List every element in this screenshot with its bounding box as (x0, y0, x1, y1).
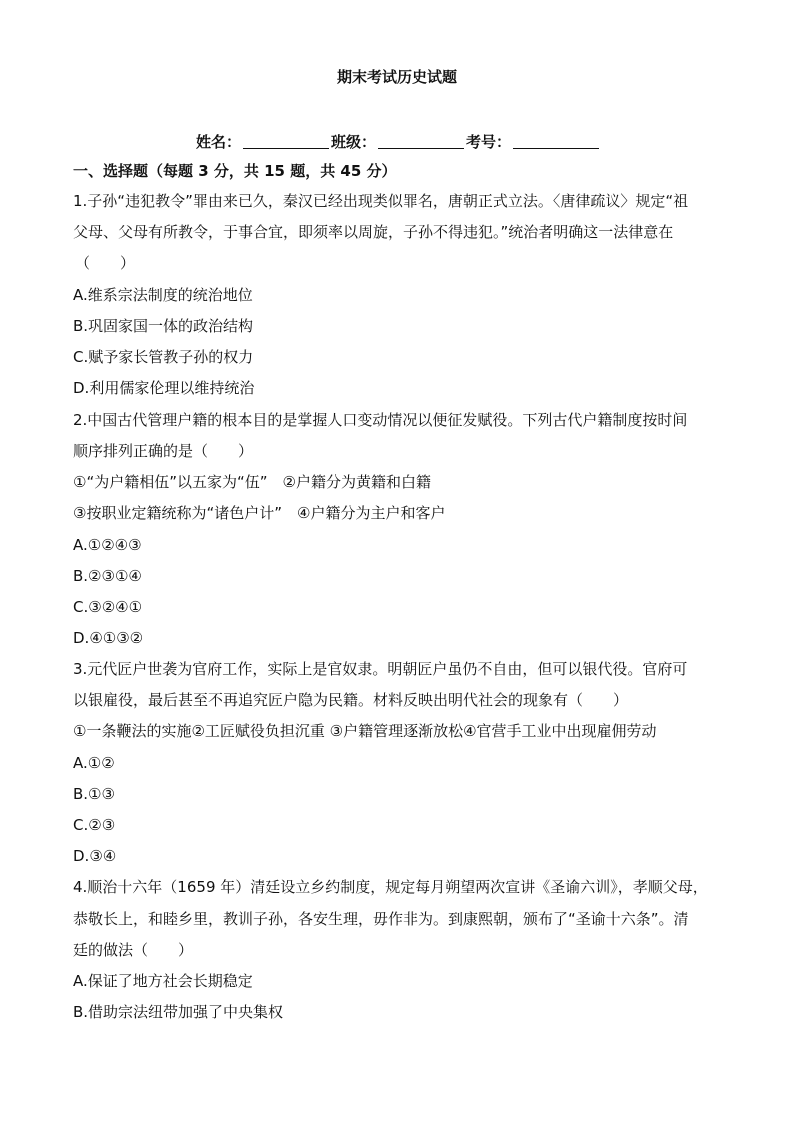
class-blank[interactable] (378, 134, 464, 149)
question-2-stem-line: 2.中国古代管理户籍的根本目的是掌握人口变动情况以便征发赋役。下列古代户籍制度按时间 (73, 411, 688, 429)
question-1-stem-line: 1.子孙“违犯教令”罪由来已久，秦汉已经出现类似罪名，唐朝正式立法。〈唐律疏议〉规定“祖 (73, 192, 689, 210)
question-2-option-c: C.③②④① (73, 598, 143, 616)
exam-no-blank[interactable] (513, 134, 599, 149)
question-1-stem-line: 父母、父母有所教令，于事合宜，即须率以周旋，子孙不得违犯。”统治者明确这一法律意在 (73, 223, 674, 241)
question-2-item-line: ①“为户籍相伍”以五家为“伍” ②户籍分为黄籍和白籍 (73, 473, 431, 491)
question-4-stem-line: 4.顺治十六年（1659 年）清廷设立乡约制度，规定每月朔望两次宣讲《圣谕六训》，孝顺父母， (73, 878, 708, 896)
question-2-option-d: D.④①③② (73, 629, 144, 647)
question-3-stem-line: 3.元代匠户世袭为官府工作，实际上是官奴隶。明朝匠户虽仍不自由，但可以银代役。官府可 (73, 660, 688, 678)
question-3-option-b: B.①③ (73, 785, 115, 803)
question-4-stem-line: 廷的做法（ ） (73, 941, 194, 959)
question-3-option-a: A.①② (73, 754, 115, 772)
question-2-stem-line: 顺序排列正确的是（ ） (73, 442, 254, 460)
name-label: 姓名： (196, 133, 242, 151)
question-3-option-c: C.②③ (73, 816, 116, 834)
section-heading: 一、选择题（每题 3 分，共 15 题，共 45 分） (73, 162, 397, 180)
page-title: 期末考试历史试题 (336, 68, 457, 86)
question-3-stem-line: 以银雇役，最后甚至不再追究匠户隐为民籍。材料反映出明代社会的现象有（ ） (73, 691, 629, 709)
question-3-item-line: ①一条鞭法的实施②工匠赋役负担沉重 ③户籍管理逐渐放松④官营手工业中出现雇佣劳动 (73, 722, 657, 740)
question-2-option-b: B.②③①④ (73, 567, 142, 585)
class-label: 班级： (331, 133, 377, 151)
exam-no-label: 考号： (466, 133, 512, 151)
question-3-option-d: D.③④ (73, 847, 117, 865)
question-1-option-a: A.维系宗法制度的统治地位 (73, 286, 253, 304)
question-1-answer-paren: （ ） (75, 254, 136, 272)
question-1-option-b: B.巩固家国一体的政治结构 (73, 317, 254, 335)
question-4-option-a: A.保证了地方社会长期稳定 (73, 972, 253, 990)
question-4-stem-line: 恭敬长上，和睦乡里，教训子孙，各安生理，毋作非为。到康熙朝，颁布了“圣谕十六条”。清 (73, 910, 689, 928)
question-4-option-b: B.借助宗法纽带加强了中央集权 (73, 1003, 284, 1021)
student-info-line (196, 131, 601, 152)
question-1-option-c: C.赋予家长管教子孙的权力 (73, 348, 254, 366)
question-2-item-line: ③按职业定籍统称为“诸色户计” ④户籍分为主户和客户 (73, 504, 446, 522)
question-2-option-a: A.①②④③ (73, 536, 142, 554)
question-1-option-d: D.利用儒家伦理以维持统治 (73, 379, 255, 397)
name-blank[interactable] (243, 134, 329, 149)
